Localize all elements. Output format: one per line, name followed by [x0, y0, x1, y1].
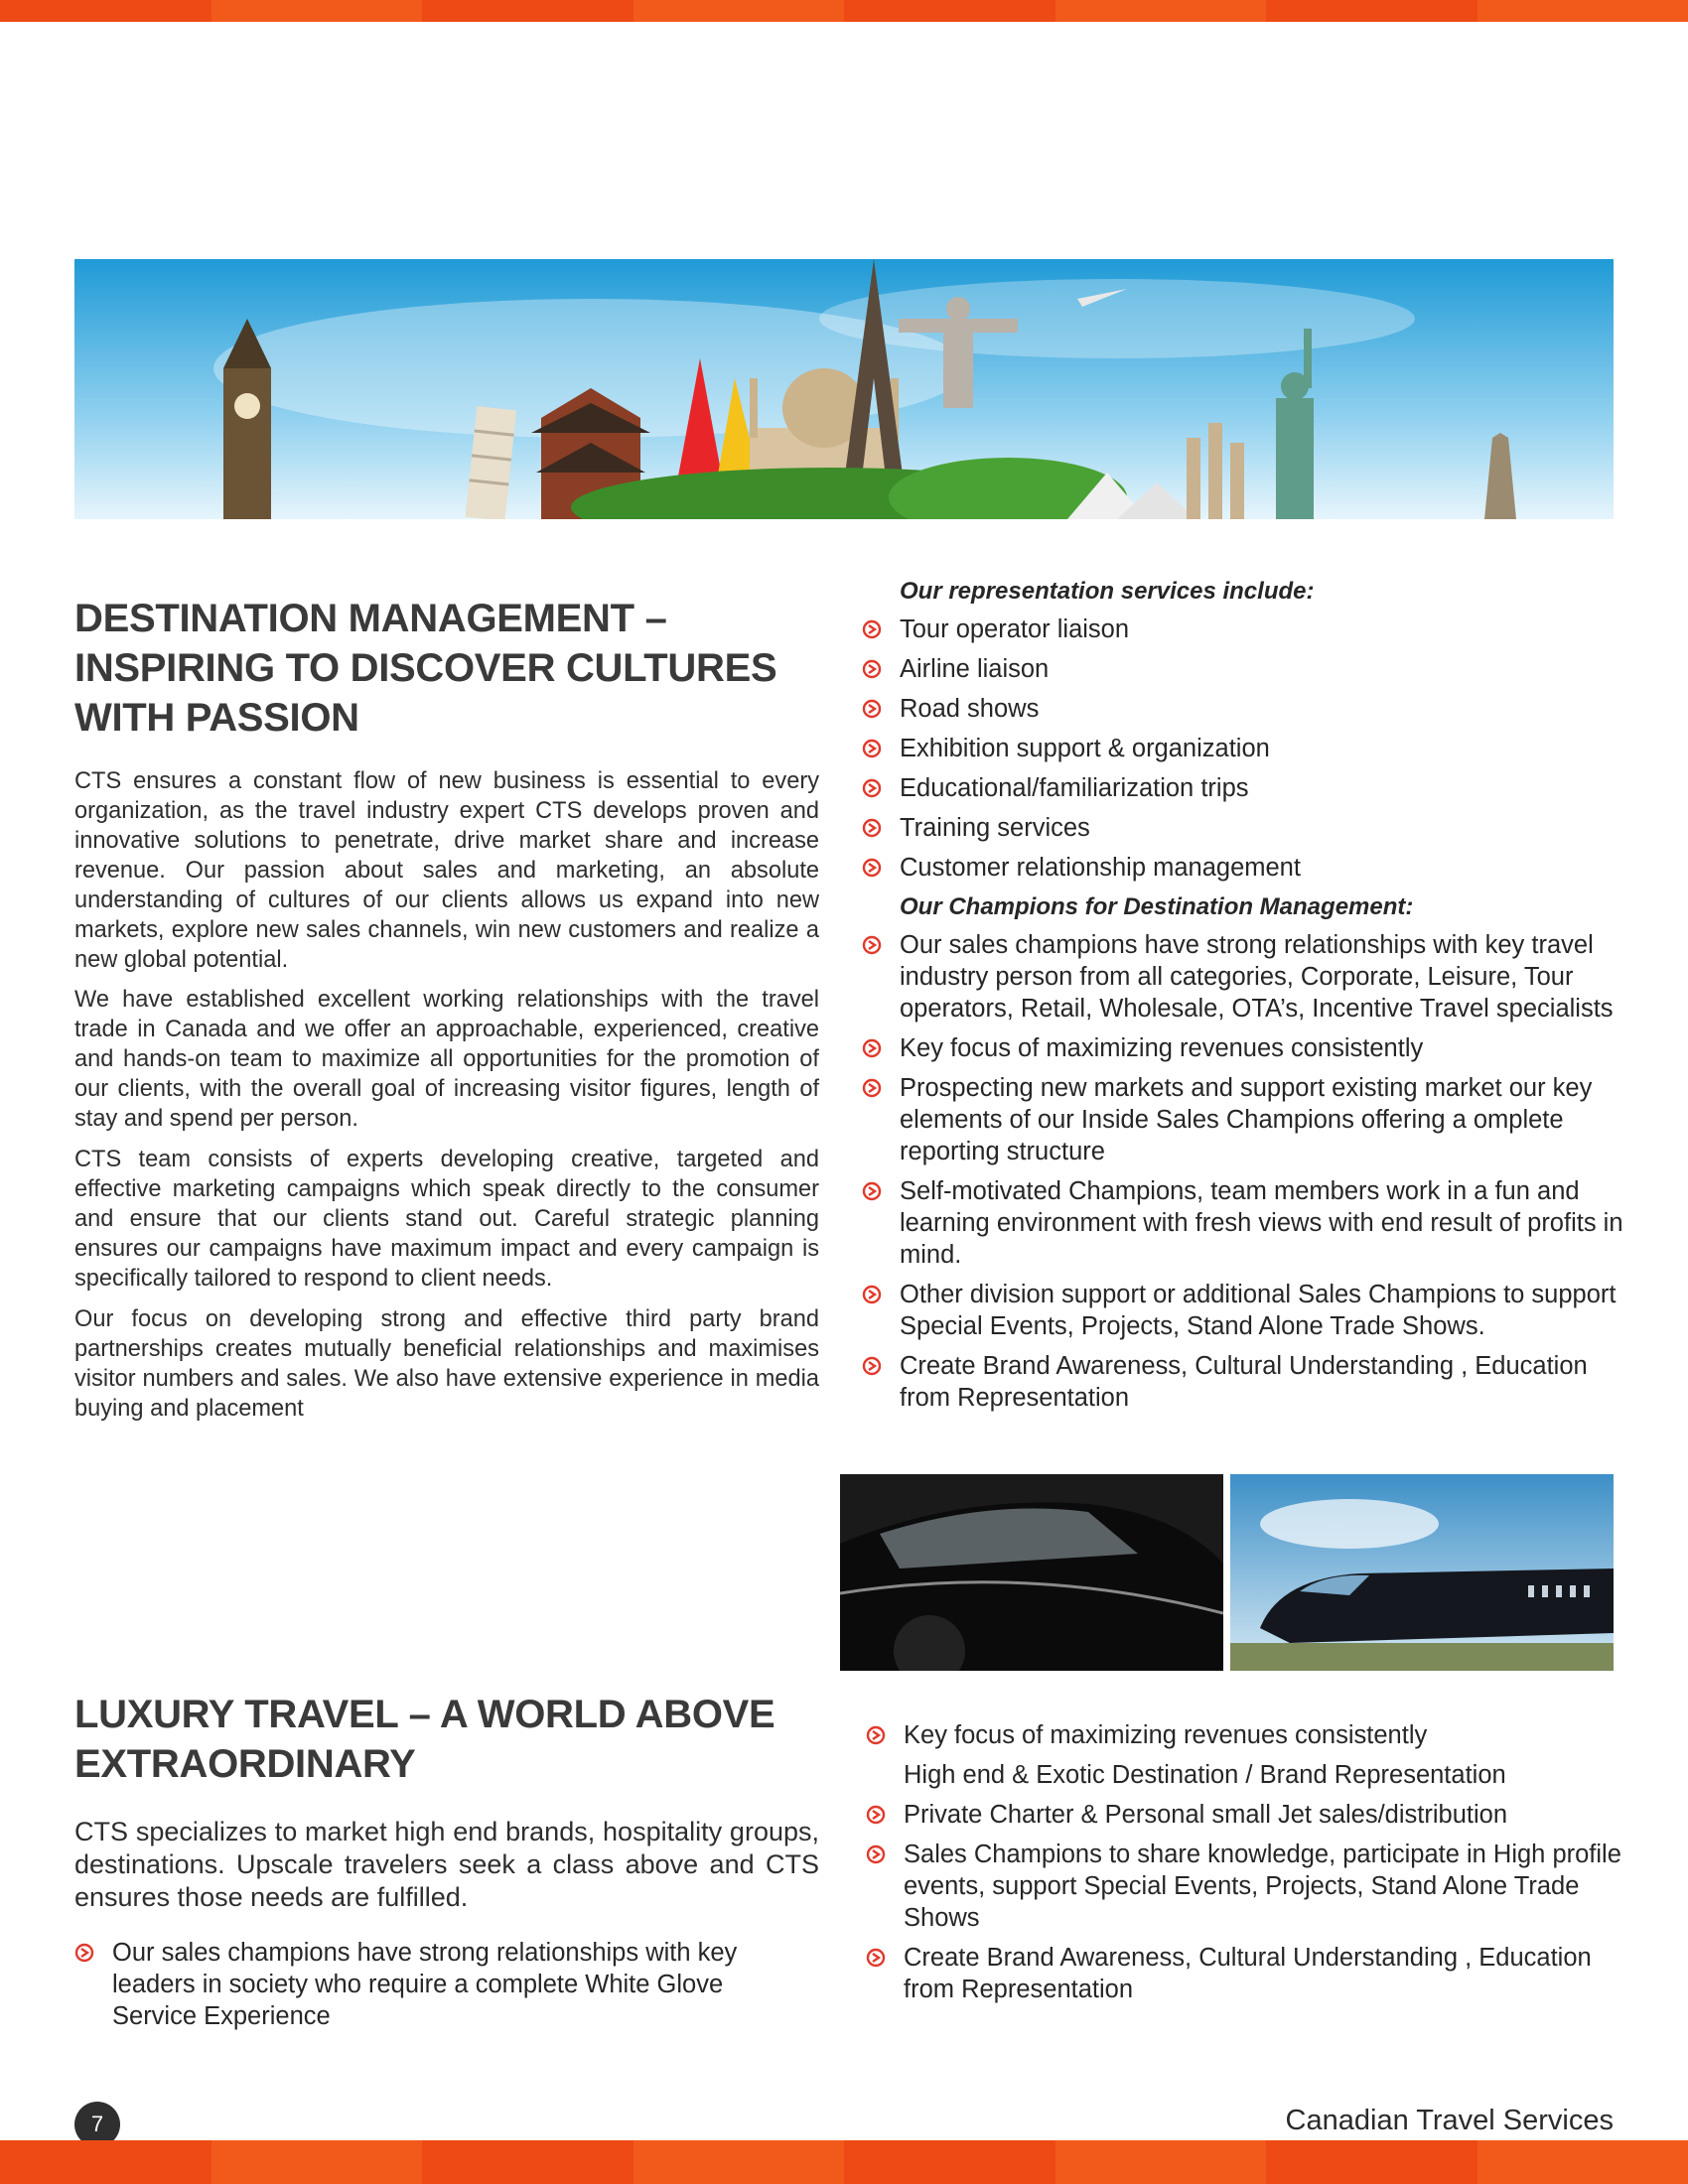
top-color-band: [0, 0, 1688, 22]
destination-paragraph-4: Our focus on developing strong and effective third party brand partnerships creates mutually beneficial relationships and maximises visitor numbers and sales. We also have extensive experience in media buying and placement: [74, 1306, 819, 1422]
destination-heading-line-1: DESTINATION MANAGEMENT –: [74, 597, 667, 640]
arrow-bullet-icon: [862, 858, 882, 878]
luxury-lead-paragraph: CTS specializes to market high end brands, hospitality groups, destinations. Upscale travelers seek a class above and CTS ensures those needs are fulfilled.: [74, 1817, 819, 1912]
destination-heading-line-2: INSPIRING TO DISCOVER CULTURES: [74, 646, 777, 690]
luxury-bullet-label: Create Brand Awareness, Cultural Understanding , Education from Representation: [904, 1944, 1592, 2003]
luxury-heading: [74, 1690, 774, 1789]
page-number-badge: 7: [74, 2102, 120, 2147]
destination-paragraph-1: CTS ensures a constant flow of new business is essential to every organization, as the travel industry expert CTS develops proven and innovative solutions to penetrate, drive market share and increase revenue. Our passion about sales and marketing, an absolute understanding of cultures of our clients allows us expand into new markets, explore new sales channels, win new customers and realize a new global potential.: [74, 768, 819, 973]
destination-heading-line-3: WITH PASSION: [74, 696, 359, 740]
list-item: [862, 772, 1636, 804]
champion-label: Key focus of maximizing revenues consistently: [900, 1034, 1424, 1062]
list-item: [862, 1279, 1636, 1342]
champion-label: Other division support or additional Sales Champions to support Special Events, Projects, Stand Alone Trade Shows.: [900, 1281, 1617, 1340]
list-item: [866, 1759, 1640, 1791]
arrow-bullet-icon: [862, 935, 882, 955]
arrow-bullet-icon: [866, 1844, 886, 1864]
list-item: [862, 653, 1636, 685]
service-label: Customer relationship management: [900, 854, 1301, 882]
arrow-bullet-icon: [862, 739, 882, 758]
luxury-car-photo: [840, 1474, 1223, 1671]
list-item: [862, 1032, 1636, 1064]
arrow-bullet-icon: [74, 1943, 94, 1963]
list-item: [74, 1937, 789, 2032]
list-item: [862, 812, 1636, 844]
services-subheading: Our representation services include:: [900, 578, 1315, 605]
world-landmarks-banner: [74, 259, 1614, 519]
champion-label: Our sales champions have strong relationships with key travel industry person from all categories, Corporate, Leisure, Tour operators, Retail, Wholesale, OTA’s, Incentive Travel specialists: [900, 931, 1614, 1023]
arrow-bullet-icon: [862, 1181, 882, 1201]
luxury-bullet-label: Private Charter & Personal small Jet sales/distribution: [904, 1801, 1508, 1829]
list-item: [862, 852, 1636, 884]
luxury-left-list: [74, 1937, 789, 2040]
list-item: [862, 733, 1636, 764]
list-item: [866, 1799, 1640, 1831]
luxury-bullet-label: Our sales champions have strong relationships with key leaders in society who require a complete White Glove Service Experience: [112, 1939, 738, 2030]
arrow-bullet-icon: [862, 1285, 882, 1304]
champion-label: Create Brand Awareness, Cultural Understanding , Education from Representation: [900, 1352, 1588, 1412]
list-item: [866, 1839, 1640, 1934]
list-item: [862, 1175, 1636, 1271]
destination-paragraph-3: CTS team consists of experts developing creative, targeted and effective marketing campaigns which speak directly to the consumer and ensure that our clients stand out. Careful strategic planning ensures our campaigns have maximum impact and every campaign is specifically tailored to respond to client needs.: [74, 1147, 819, 1292]
champions-subheading: Our Champions for Destination Management:: [900, 893, 1414, 920]
luxury-bullet-label: Sales Champions to share knowledge, participate in High profile events, support Special Events, Projects, Stand Alone Trade Shows: [904, 1841, 1621, 1932]
luxury-bullet-label: High end & Exotic Destination / Brand Representation: [904, 1761, 1506, 1789]
arrow-bullet-icon: [862, 1356, 882, 1376]
arrow-bullet-icon: [862, 778, 882, 798]
destination-paragraph-2: We have established excellent working relationships with the travel trade in Canada and we offer an approachable, experienced, creative and hands-on team to maximize all opportunities for the promotion of our clients, with the overall goal of increasing visitor figures, length of stay and spend per person.: [74, 987, 819, 1132]
service-label: Training services: [900, 814, 1090, 842]
luxury-right-list: [866, 1719, 1640, 2013]
list-item: [862, 1350, 1636, 1414]
list-item: [862, 929, 1636, 1024]
arrow-bullet-icon: [866, 1805, 886, 1825]
arrow-bullet-icon: [862, 818, 882, 838]
arrow-bullet-icon: [862, 699, 882, 719]
service-label: Exhibition support & organization: [900, 735, 1270, 762]
service-label: Educational/familiarization trips: [900, 774, 1249, 802]
private-jet-photo: [1230, 1474, 1614, 1671]
arrow-bullet-icon: [862, 659, 882, 679]
arrow-bullet-icon: [866, 1948, 886, 1968]
service-label: Airline liaison: [900, 655, 1050, 683]
arrow-bullet-icon: [862, 1078, 882, 1098]
champion-label: Prospecting new markets and support existing market our key elements of our Inside Sales Champions offering a omplete reporting structure: [900, 1074, 1593, 1165]
service-label: Tour operator liaison: [900, 615, 1130, 643]
arrow-bullet-icon: [866, 1725, 886, 1745]
list-item: [866, 1942, 1640, 2005]
luxury-heading-line-1: LUXURY TRAVEL – A WORLD ABOVE: [74, 1693, 775, 1736]
footer-brand-name: Canadian Travel Services: [1285, 2105, 1614, 2136]
bottom-color-band: [0, 2140, 1688, 2184]
arrow-bullet-icon: [862, 1038, 882, 1058]
destination-services-list: [862, 576, 1636, 1422]
luxury-heading-line-2: EXTRAORDINARY: [74, 1742, 416, 1786]
destination-heading: [74, 594, 776, 743]
list-item: [866, 1719, 1640, 1751]
arrow-bullet-icon: [862, 619, 882, 639]
service-label: Road shows: [900, 695, 1040, 723]
champion-label: Self-motivated Champions, team members work in a fun and learning environment with fresh views with end result of profits in mind.: [900, 1177, 1623, 1269]
list-item: [862, 693, 1636, 725]
luxury-bullet-label: Key focus of maximizing revenues consistently: [904, 1721, 1428, 1749]
list-item: [862, 614, 1636, 645]
list-item: [862, 1072, 1636, 1167]
